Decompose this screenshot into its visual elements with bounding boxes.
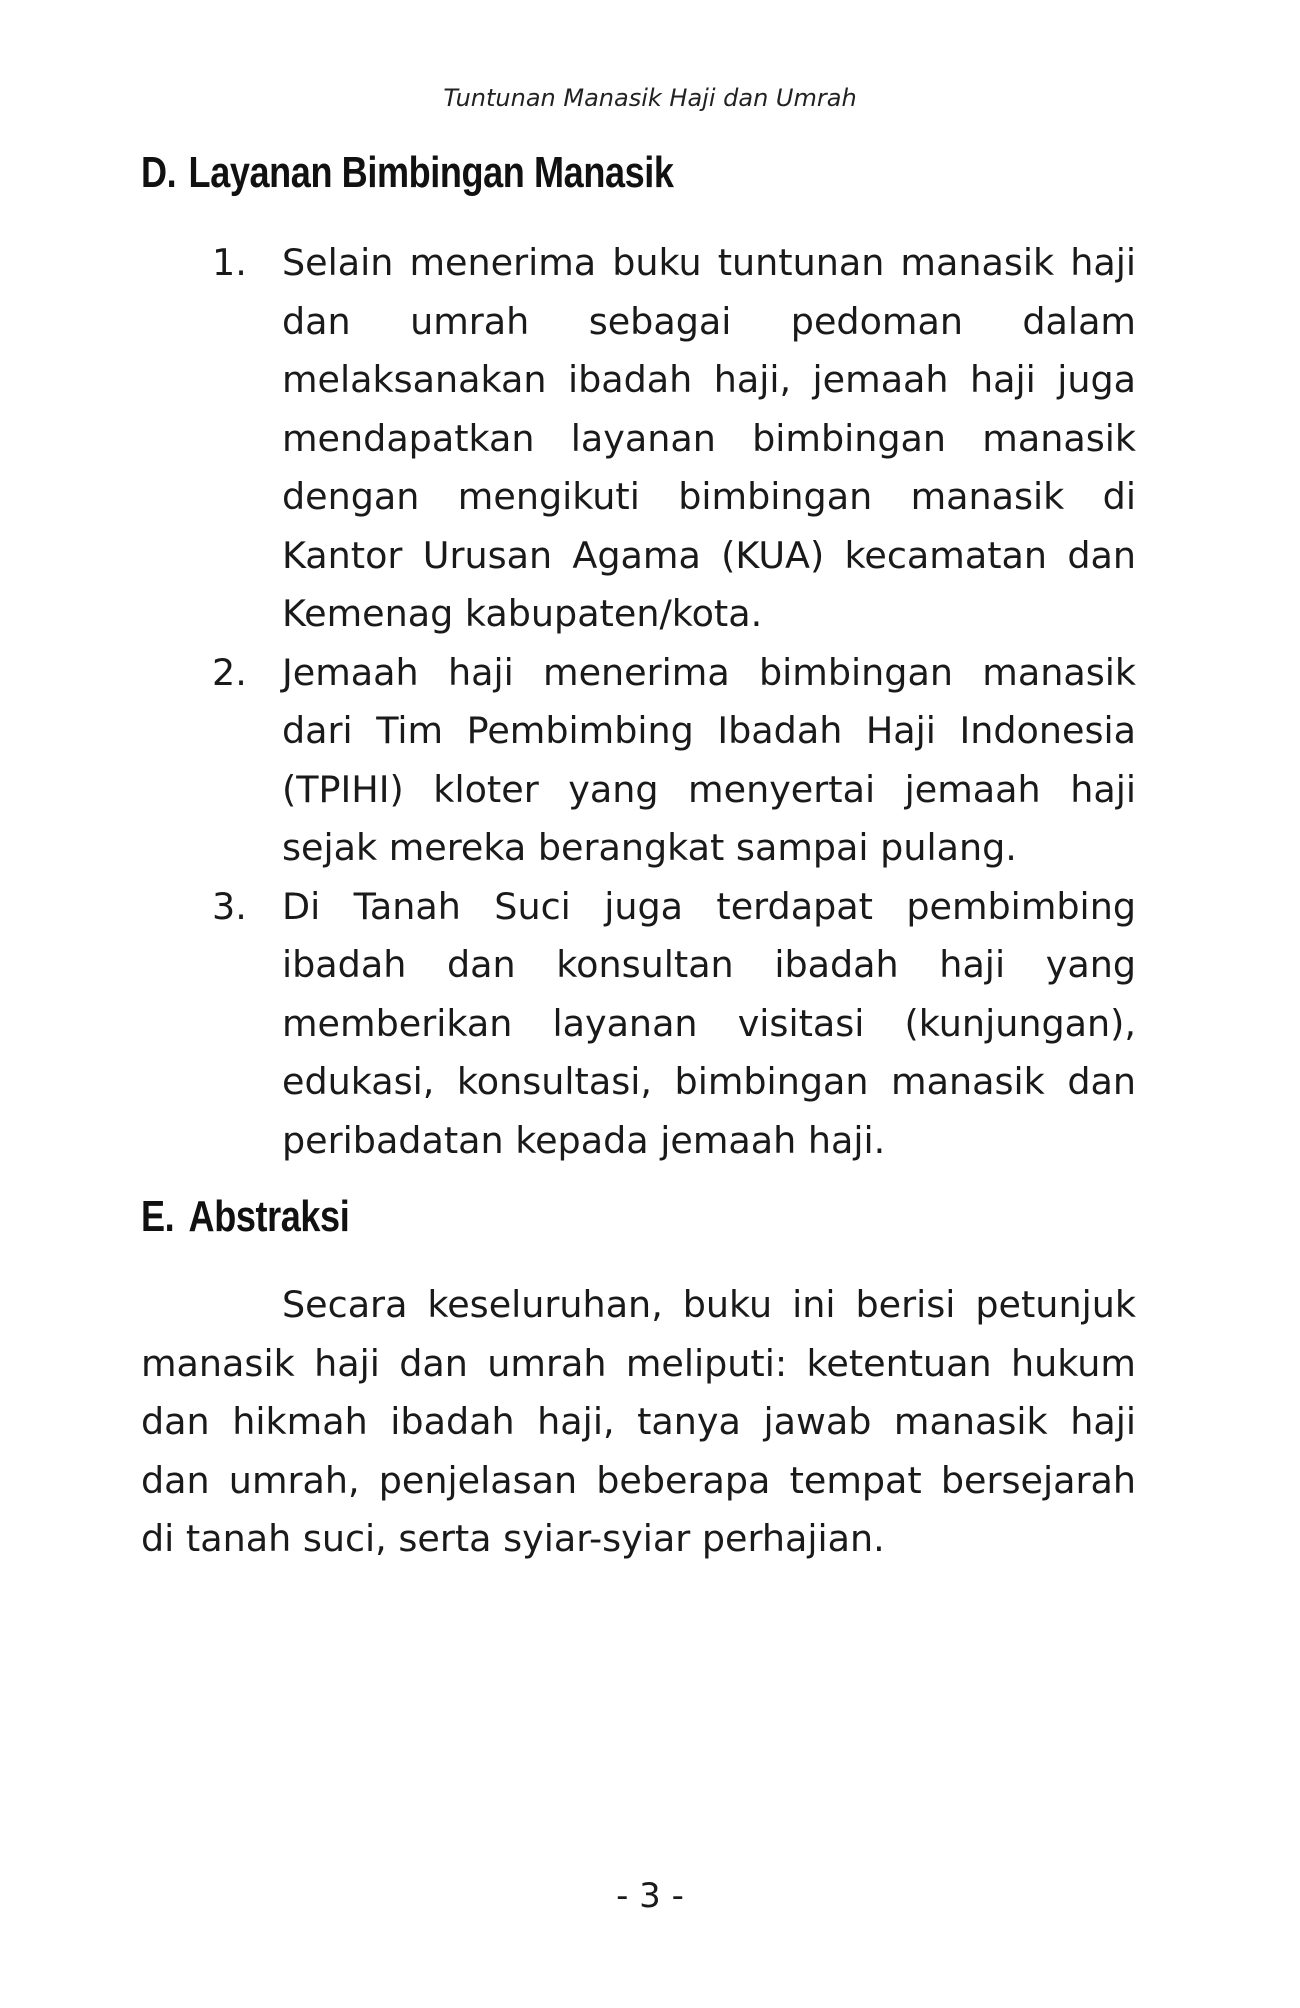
bimbingan-list: [212, 234, 1136, 1170]
section-heading-e: [141, 1192, 349, 1242]
section-letter-d: D.: [141, 148, 177, 197]
section-title-d: Layanan Bimbingan Manasik: [188, 148, 674, 197]
list-item-text: Di Tanah Suci juga terdapat pembimbing ibadah dan konsultan ibadah haji yang memberikan layanan visitasi (kunjungan), edukasi, konsultasi, bimbingan manasik dan peribadatan kepada jemaah haji.: [282, 884, 1136, 1162]
list-item-number: 1.: [212, 241, 247, 284]
section-letter-e: E.: [141, 1192, 175, 1241]
list-item: [212, 234, 1136, 644]
list-item-text: Selain menerima buku tuntunan manasik haji dan umrah sebagai pedoman dalam melaksanakan ibadah haji, jemaah haji juga mendapatkan layanan bimbingan manasik dengan mengikuti bimbingan manasik di Kantor Urusan Agama (KUA) kecamatan dan Kemenag kabupaten/kota.: [282, 241, 1136, 635]
section-heading-d: [141, 148, 674, 198]
page-number: - 3 -: [616, 1876, 684, 1916]
running-header: Tuntunan Manasik Haji dan Umrah: [443, 84, 857, 112]
abstraksi-paragraph: Secara keseluruhan, buku ini berisi petunjuk manasik haji dan umrah meliputi: ketentuan hukum dan hikmah ibadah haji, tanya jawab manasik haji dan umrah, penjelasan beberapa tempat bersejarah di tanah suci, serta syiar-syiar perhajian.: [141, 1283, 1136, 1560]
list-item: [212, 878, 1136, 1171]
list-item: [212, 644, 1136, 878]
list-item-text: Jemaah haji menerima bimbingan manasik dari Tim Pembimbing Ibadah Haji Indonesia (TPIHI) kloter yang menyertai jemaah haji sejak mereka berangkat sampai pulang.: [282, 650, 1136, 869]
section-title-e: Abstraksi: [188, 1192, 350, 1241]
list-item-number: 3.: [212, 884, 247, 928]
list-item-number: 2.: [212, 650, 247, 694]
